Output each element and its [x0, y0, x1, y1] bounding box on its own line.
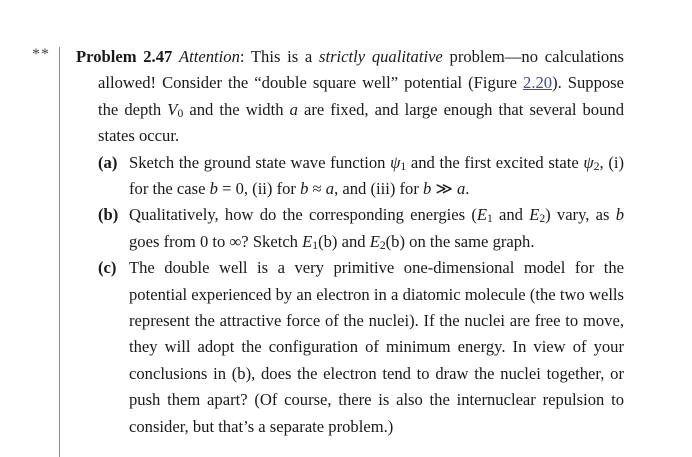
part-label: (a)	[98, 152, 118, 172]
part-c	[76, 255, 624, 440]
part-label: (b)	[98, 205, 119, 225]
margin-rule	[59, 47, 60, 457]
attention-label: Attention	[179, 47, 240, 66]
part-b	[76, 202, 624, 255]
emphasis-text: strictly qualitative	[319, 47, 443, 66]
problem-intro: Problem 2.47 Attention: This is a strictly qualitative problem—no calculations allowed! Consider the “double square well” potential (Figure 2.20). Suppose the depth $V_0$ and the width a are fixed, and large enough that several bound states occur.	[76, 47, 624, 146]
part-text: Sketch the ground state wave function $\psi_1$ and the first excited state $\psi_2$, (i) for the case b = 0, (ii) for b ≈ a, and (iii) for b ≫ a.	[129, 152, 624, 199]
part-a	[76, 150, 624, 203]
difficulty-marker: **	[32, 46, 50, 63]
part-label: (c)	[98, 258, 117, 278]
problem-number: Problem 2.47	[76, 47, 173, 66]
problem-block	[76, 44, 624, 440]
figure-link[interactable]: 2.20	[523, 73, 553, 93]
part-text: Qualitatively, how do the corresponding energies ($E_1$ and $E_2$) vary, as b goes from 0 to ∞? Sketch $E_1(b)$ and $E_2(b)$ on the same graph.	[129, 205, 624, 252]
part-text: The double well is a very primitive one-dimensional model for the potential experienced by an electron in a diatomic molecule (the two wells represent the attractive force of the nuclei). If the nuclei are free to move, they will adopt the configuration of minimum energy. In view of your conclusions in (b), does the electron tend to draw the nuclei together, or push them apart? (Of course, there is also the internuclear repulsion to consider, but that’s a separate problem.)	[129, 258, 624, 436]
